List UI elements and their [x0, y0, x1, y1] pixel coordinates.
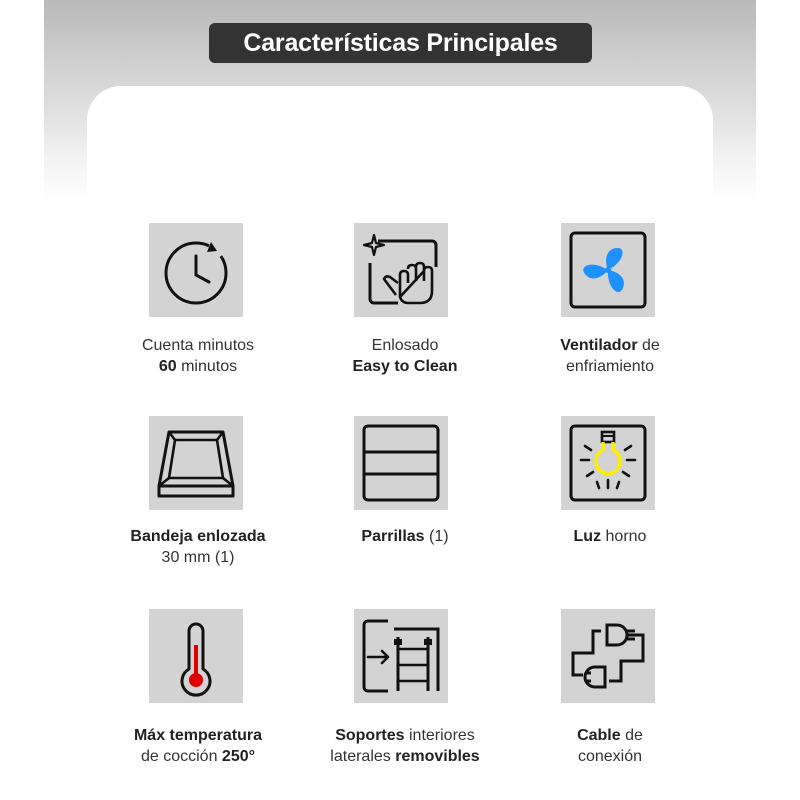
oven-racks-icon — [354, 416, 448, 510]
fan-icon — [561, 223, 655, 317]
feature-label-fan: Ventilador de enfriamiento — [560, 337, 660, 375]
easy-clean-hand-icon — [354, 223, 448, 317]
feature-label-temperature: Máx temperatura de cocción 250° — [133, 727, 263, 765]
timer-icon — [149, 223, 243, 317]
oven-light-bulb-icon — [561, 416, 655, 510]
feature-label-cable: Cable de conexión — [577, 727, 643, 765]
removable-side-supports-icon — [354, 609, 448, 703]
feature-label-racks: Parrillas (1) — [361, 528, 449, 545]
page-title: Características Principales — [209, 23, 592, 63]
thermometer-icon — [149, 609, 243, 703]
feature-label-tray: Bandeja enlozada 30 mm (1) — [130, 528, 266, 566]
feature-label-easy-clean: Enlosado Easy to Clean — [352, 337, 458, 375]
enamel-tray-icon — [149, 416, 243, 510]
power-cable-plug-icon — [561, 609, 655, 703]
feature-label-timer: Cuenta minutos 60 minutos — [141, 337, 255, 375]
feature-label-supports: Soportes interiores laterales removibles — [330, 727, 480, 765]
feature-label-light: Luz horno — [573, 528, 647, 545]
